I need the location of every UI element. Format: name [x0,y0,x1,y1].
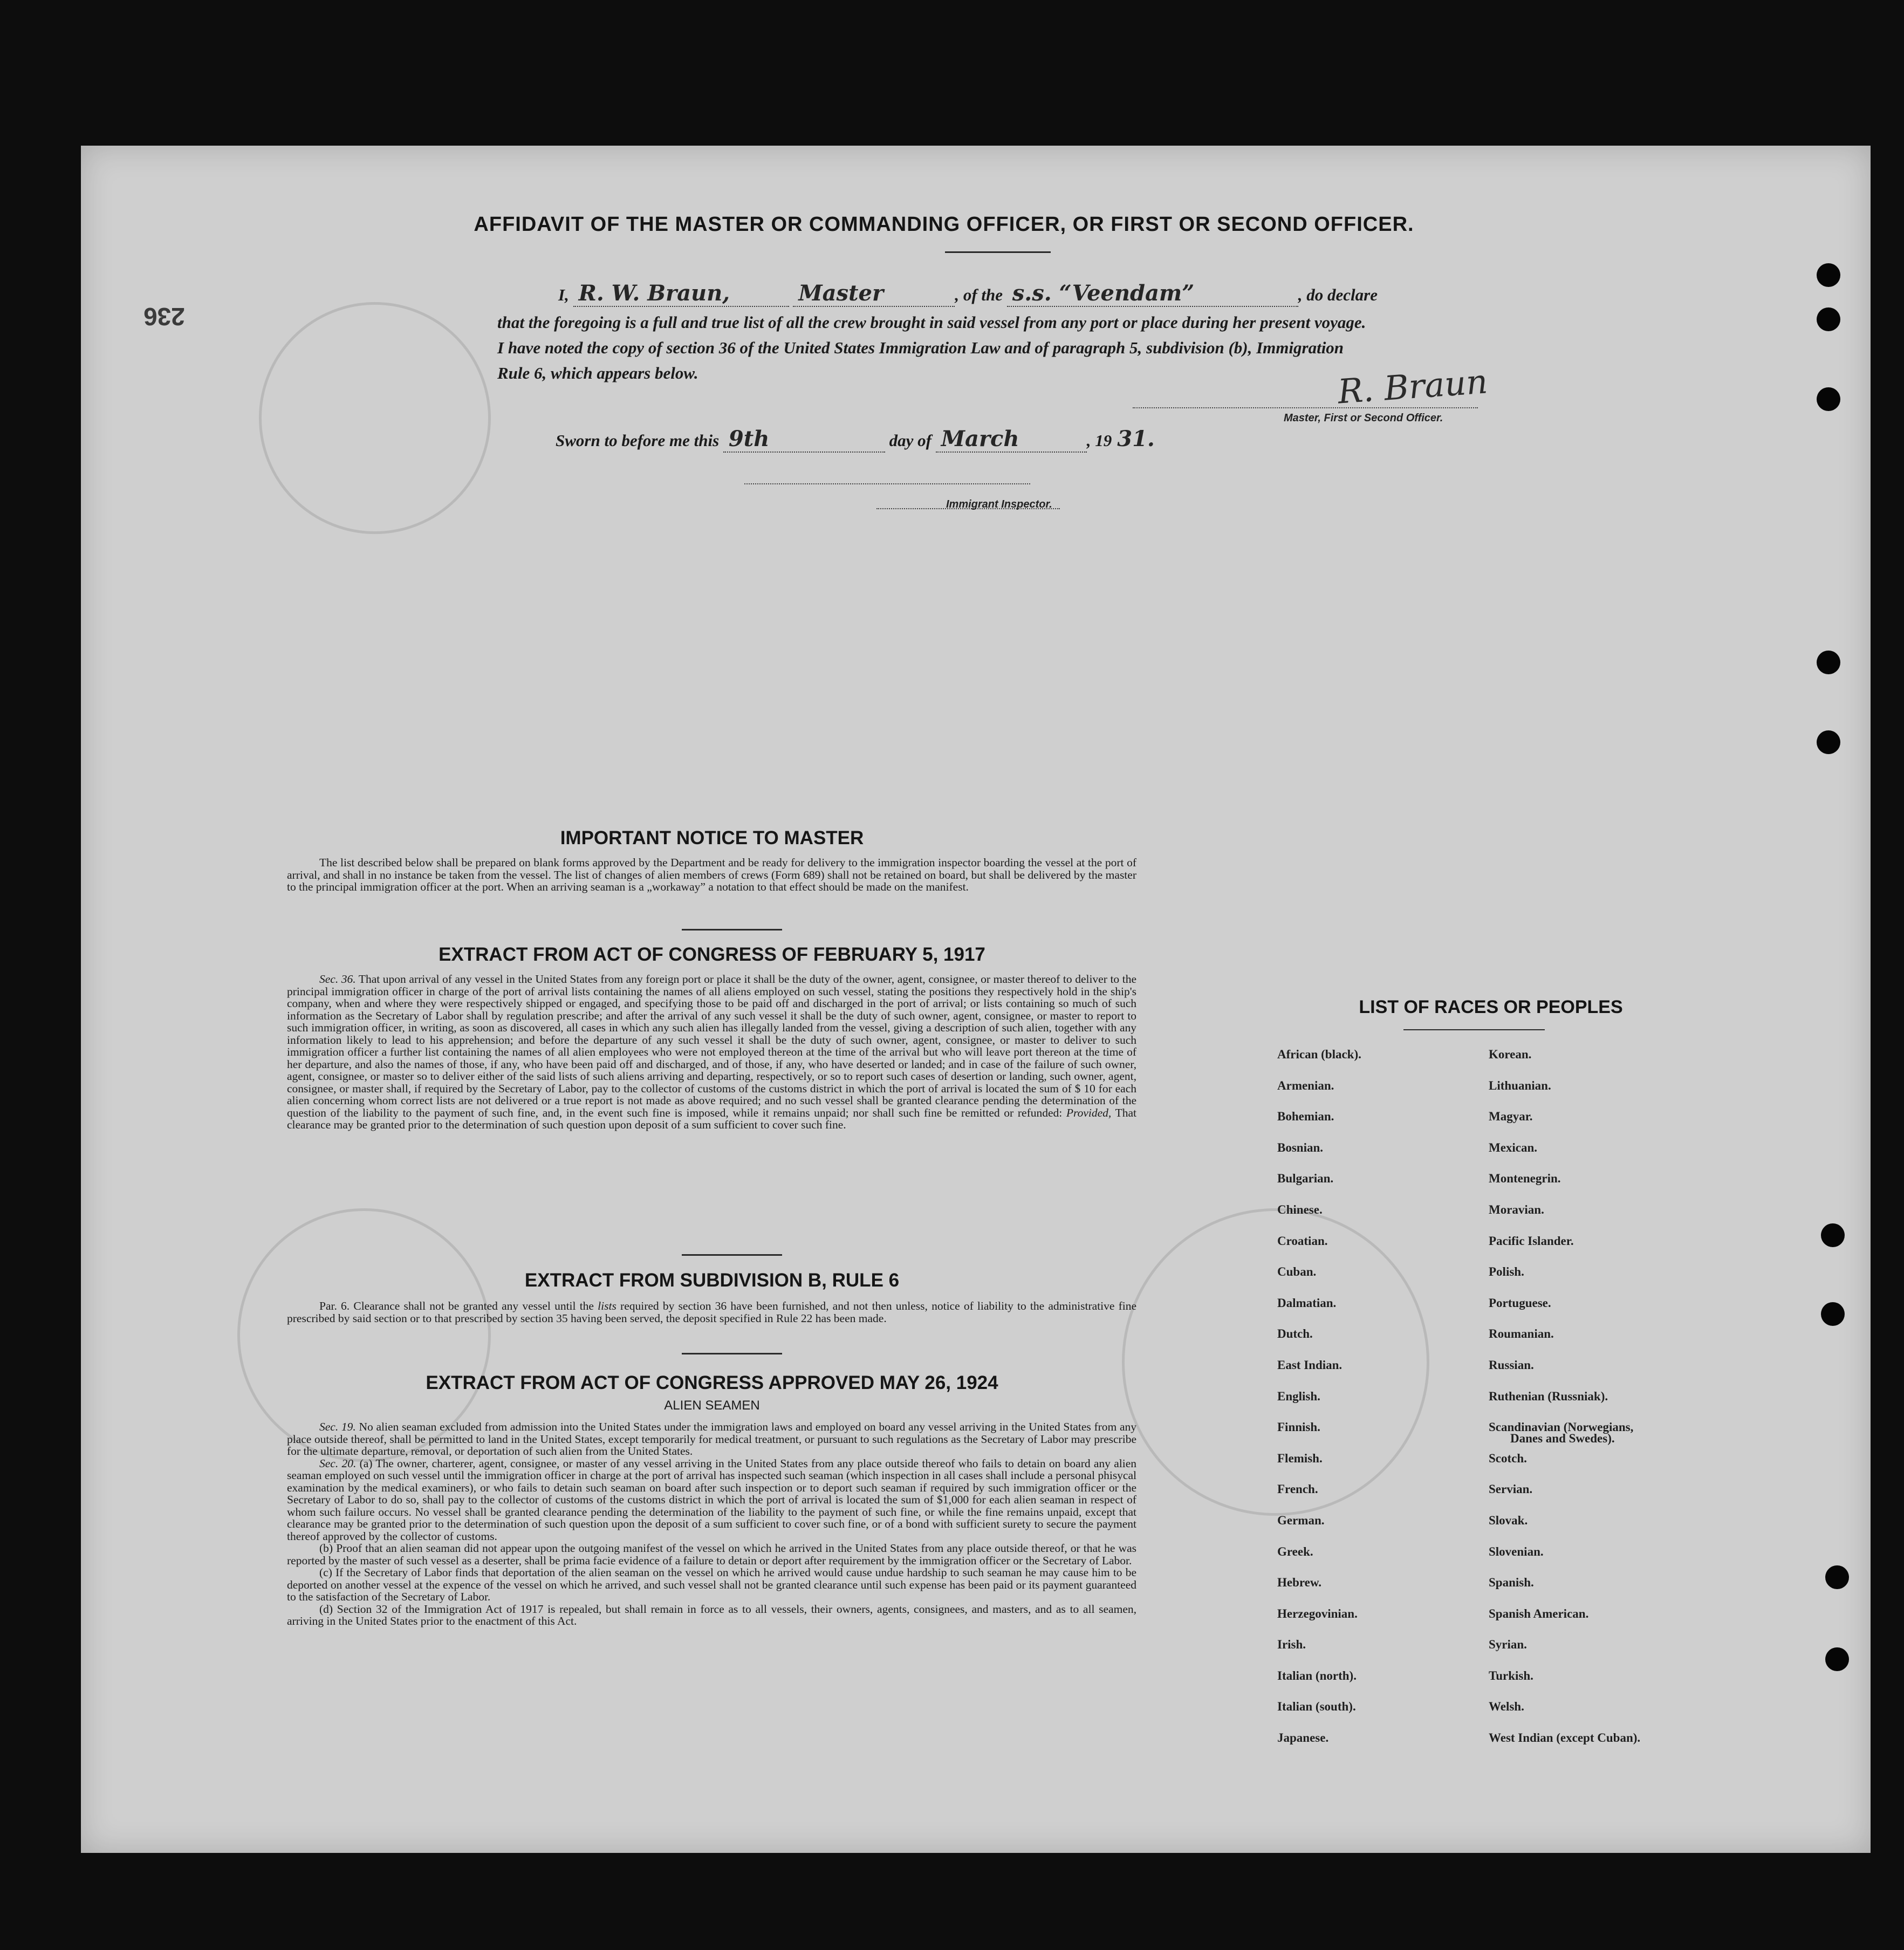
race-item: Bosnian. [1277,1140,1324,1154]
race-item: German. [1277,1513,1325,1527]
race-item: African (black). [1277,1048,1361,1061]
race-item: Mexican. [1489,1140,1538,1154]
race-item: Spanish. [1489,1576,1534,1590]
extract-1917-text [287,973,1136,1131]
vessel-name: s.s. “Veendam” [1007,280,1298,307]
race-item: Dalmatian. [1277,1296,1337,1310]
sec-36-text: That upon arrival of any vessel in the United States from any foreign port or place it shall be the duty of the owner, agent, consignee, or master thereof to deliver to the principal immigration officer in charge of the port of arrival lists containing the names of all aliens employed on such vessel, stating the positions they respectively hold in the ship's company, when and where they were respectively shipped or engaged, and specifying those to be paid off and discharged in the port of arrival; or lists containing so much of such information as the Secretary of Labor shall by regulation prescribe; and after the arrival of any such vessel it shall be the duty of such owner, agent, consignee, or master to report to such immigration officer, in writing, as soon as discovered, all cases in which any such alien has illegally landed from the vessel, giving a description of such alien, together with any information likely to lead to his apprehension; and before the departure of any such vessel it shall be the duty of such owner, agent, consignee, or master to deliver to such immigration officer a further list containing the names of all alien employees who were not employed thereon at the time of the arrival but who will leave port thereon at the time of her departure, and also the names of those, if any, who have been paid off and discharged, and of those, if any, who have deserted or landed; and in case of the failure of such owner, agent, consignee, or master so to deliver either of the said lists of such aliens arriving and departing, respectively, or so to report such cases of desertion or landing, such owner, agent, consignee, or master shall, if required by the Secretary of Labor, pay to the collector of customs of the customs district in which the port of arrival is located the sum of $ 10 for each alien concerning whom correct lists are not delivered or a true report is not made as above required; and no such vessel shall be granted clearance pending the determination of the question of the liability to the payment of such fine, and, in the event such fine is imposed, while it remains unpaid; nor shall such fine be remitted or refunded: [287,973,1136,1119]
notice-text [287,857,1136,893]
sec-20-label: Sec. 20. [319,1456,357,1470]
master-rank: Master [793,280,955,307]
sec-20c-text: (c) If the Secretary of Labor finds that deportation of the alien seaman on the vessel on which he arrived would cause undue hardship to such seaman he may cause him to be deported on another vessel at the expence of the vessel on which he arrived, and such vessel shall not be granted clearance until such expense has been paid or its payment guaranteed to the satisfaction of the Secretary of Labor. [287,1566,1136,1603]
sec-36-text-end: That clearance may be granted prior to the determination of such question upon deposit of a sum sufficient to cover such fine. [287,1106,1136,1131]
races-divider [1403,1029,1545,1030]
race-item: Scandinavian (Norwegians, [1489,1420,1634,1434]
race-item: Spanish American. [1489,1606,1589,1620]
races-column-2 [1489,1048,1640,1762]
race-item: West Indian (except Cuban). [1489,1731,1641,1745]
provided-label: Provided, [1066,1106,1112,1119]
race-item: Slovenian. [1489,1544,1544,1558]
race-item: Hebrew. [1277,1576,1321,1590]
race-item: Syrian. [1489,1638,1527,1652]
race-item: Portuguese. [1489,1296,1551,1310]
master-name: R. W. Braun, [573,280,789,307]
declaration-line-2: that the foregoing is a full and true list of all the crew brought in said vessel from any port or place during her present voyage. [497,313,1366,332]
affidavit-title [0,213,1726,236]
extract-1924-title: EXTRACT FROM ACT OF CONGRESS APPROVED MAY 26, 1924 [426,1372,998,1393]
race-item: Armenian. [1277,1078,1334,1092]
title-divider [945,251,1051,253]
lists-word: lists [598,1299,617,1312]
notice-paragraph: The list described below shall be prepared on blank forms approved by the Department and be ready for delivery to the immigration inspector boarding the vessel at the port of arrival, and shall in no instance be taken from the vessel. The list of changes of alien members of crews (Form 689) shall not be retained on board, but shall be delivered by the master to the principal immigration officer at the port. When an arriving seaman is a „workaway” a notation to that effect should be made on the manifest. [287,856,1136,893]
race-item: Polish. [1489,1265,1524,1279]
race-item: Slovak. [1489,1513,1528,1527]
notice-title: IMPORTANT NOTICE TO MASTER [560,827,864,849]
rule-6-text-b: required by section 36 have been furnished, and not then unless, notice of liability to the administrative fine prescribed by said section or to that prescribed by section 35 having been served, the deposit specified in Rule 22 has been made. [287,1299,1137,1325]
sec-19-label: Sec. 19. [319,1420,356,1433]
race-item: Turkish. [1489,1668,1533,1682]
binder-hole [1817,387,1840,411]
race-item: Pacific Islander. [1489,1234,1574,1248]
rule-6-title: EXTRACT FROM SUBDIVISION B, RULE 6 [524,1270,900,1291]
binder-hole [1825,1565,1849,1589]
sworn-line [556,426,1160,453]
declaration-line-3: I have noted the copy of section 36 of the United States Immigration Law and of paragraph 5, subdivision (b), Immigration [497,338,1344,357]
race-item: Chinese. [1277,1202,1323,1216]
binder-hole [1817,730,1840,754]
sec-36-label: Sec. 36. [319,973,356,986]
declaration-line-4: Rule 6, which appears below. [497,364,698,382]
do-declare-text: , do declare [1298,285,1378,304]
race-item: Cuban. [1277,1265,1317,1279]
sworn-prefix: Sworn to before me this [556,431,720,450]
divider [682,1353,782,1354]
divider [682,929,782,930]
race-item: Magyar. [1489,1110,1533,1124]
extract-1924-text [287,1421,1136,1627]
rule-6-text-a: Par. 6. Clearance shall not be granted any vessel until the [319,1299,594,1312]
race-item: Greek. [1277,1544,1313,1558]
binder-hole [1825,1647,1849,1671]
sworn-month: March [936,426,1087,453]
races-note [1510,1432,1615,1463]
race-item: Italian (north). [1277,1668,1357,1682]
binder-hole [1817,307,1840,331]
race-item: East Indian. [1277,1358,1343,1372]
of-the-text: , of the [955,285,1003,304]
race-item: Ruthenian (Russniak). [1489,1389,1608,1403]
race-item: Japanese. [1277,1731,1329,1745]
race-item: Irish. [1277,1638,1306,1652]
divider [682,1254,782,1256]
binder-hole [1817,263,1840,287]
race-item: Croatian. [1277,1234,1328,1248]
master-signature: R. Braun [1336,361,1489,412]
race-item: Welsh. [1489,1700,1524,1714]
sec-20a-text: (a) The owner, charterer, agent, consignee, or master of any vessel arriving in the United States from any place outside thereof who fails to detain on board any alien seaman employed on such vessel until the immigration officer in charge at the port of arrival has inspected such seaman (which inspection in all cases shall include a personal phisycal examination by the medical examiners), or who fails to detain such seaman on board after such inspection or to deport such seaman if required by such immigration officer or the Secretary of Labor to do so, shall pay to the collector of customs of the customs district in which the port of arrival is located the sum of $1,000 for each alien seaman in respect of whom such failure occurs. No vessel shall be granted clearance pending the determination of the liability to the payment of such fine, or while the fine remains unpaid, except that clearance may be granted prior to the determination of such question upon the deposit of a sum sufficient to cover such fine, or of a bond with sufficient surety to secure the payment thereof approved by the collector of customs. [287,1456,1136,1543]
race-item: Finnish. [1277,1420,1320,1434]
race-item: Italian (south). [1277,1700,1356,1714]
faint-stamp [1122,1208,1429,1516]
sec-19-text: No alien seaman excluded from admission into the United States under the immigration laws and employed on board any vessel arriving in the United States from any place outside thereof, shall be permitted to land in the United States, except temporarily for medical treatment, or pursuant to such regulations as the Secretary of Labor may prescribe for the ultimate departure, removal, or deportation of such alien from the United States. [287,1420,1136,1458]
day-of-text: day of [889,431,932,450]
race-item: Scotch. [1489,1451,1527,1465]
sworn-year: 31. [1117,426,1155,451]
affidavit-title-text: AFFIDAVIT OF THE MASTER OR COMMANDING OFFICER, OR FIRST OR SECOND OFFICER. [474,213,1414,236]
race-item: Herzegovinian. [1277,1606,1358,1620]
binder-hole [1821,1302,1845,1326]
races-note-text: Danes and Swedes). [1510,1432,1615,1445]
races-title: LIST OF RACES OR PEOPLES [1359,997,1623,1017]
race-item: Russian. [1489,1358,1534,1372]
inspector-caption: Immigrant Inspector. [946,498,1052,510]
signature-caption: Master, First or Second Officer. [1284,412,1443,424]
sworn-day: 9th [723,426,885,453]
race-item: Servian. [1489,1482,1533,1496]
declaration-prefix: I, [558,285,569,304]
sec-20b-text: (b) Proof that an alien seaman did not appear upon the outgoing manifest of the vessel on which he arrived in the United States from any place outside thereof, or that he was reported by the master of such vessel as a deserter, shall be prima facie evidence of a failure to detain or deport after requirement by the immigration officer or the Secretary of Labor. [287,1542,1136,1567]
race-item: Bulgarian. [1277,1172,1334,1186]
signature-line [1133,407,1478,408]
races-column-1 [1277,1048,1361,1762]
race-item: Moravian. [1489,1202,1544,1216]
race-item: French. [1277,1482,1318,1496]
alien-seamen-subtitle: ALIEN SEAMEN [664,1398,760,1413]
race-item: Montenegrin. [1489,1172,1561,1186]
year-prefix: , 19 [1086,431,1112,450]
race-item: Korean. [1489,1048,1532,1061]
extract-1917-title: EXTRACT FROM ACT OF CONGRESS OF FEBRUARY 5, 1917 [439,944,985,965]
rule-6-text [287,1300,1136,1324]
race-item: English. [1277,1389,1320,1403]
race-item: Bohemian. [1277,1110,1334,1124]
race-item: Lithuanian. [1489,1078,1551,1092]
faint-stamp [259,302,491,534]
race-item: Dutch. [1277,1327,1313,1341]
race-item: Flemish. [1277,1451,1323,1465]
inspector-signature-line [744,483,1030,484]
binder-hole [1821,1223,1845,1247]
binder-hole [1817,651,1840,674]
margin-page-number: 236 [143,303,185,331]
sec-20d-text: (d) Section 32 of the Immigration Act of 1917 is repealed, but shall remain in force as to all vessels, their owners, agents, consignees, and masters, and as to all seamen, arriving in the United States prior to the enactment of this Act. [287,1602,1136,1627]
race-item: Roumanian. [1489,1327,1554,1341]
declaration-line-1 [558,280,1378,307]
